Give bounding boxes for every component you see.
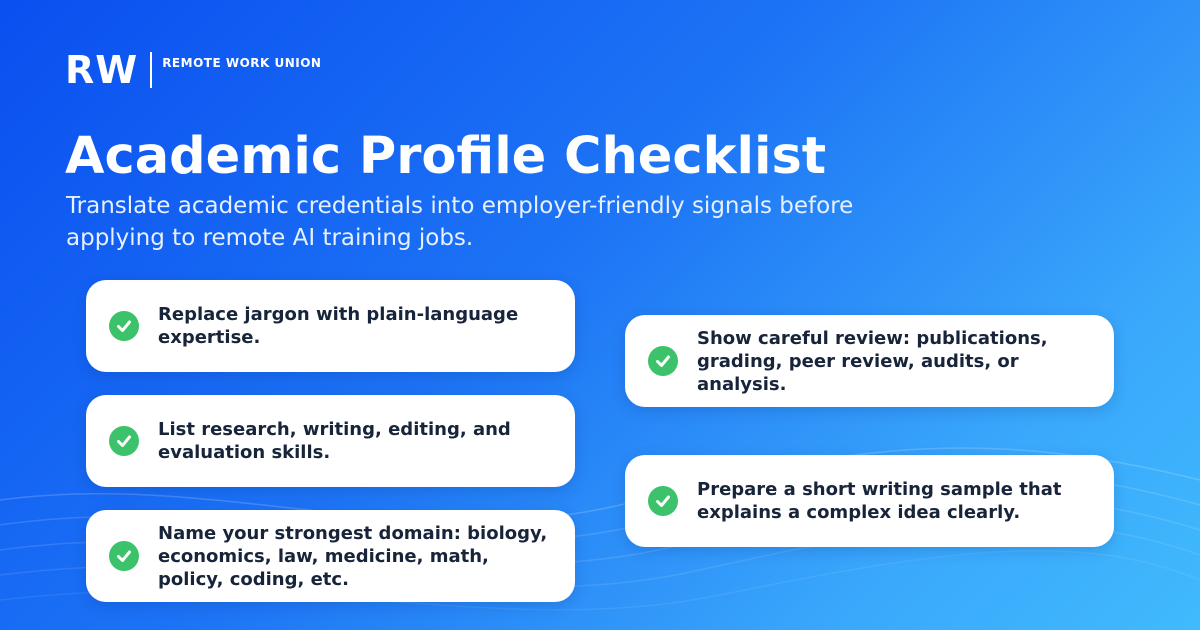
checklist-item-text: Prepare a short writing sample that explains a complex idea clearly.	[697, 479, 1062, 523]
check-circle-icon	[109, 311, 139, 341]
brand-header	[65, 50, 321, 90]
checklist-item	[625, 315, 1114, 407]
check-circle-icon	[109, 541, 139, 571]
checklist-item-text: List research, writing, editing, and evaluation skills.	[158, 419, 511, 463]
check-circle-icon	[648, 346, 678, 376]
brand-logo: RW	[65, 48, 139, 92]
checklist-item-text: Show careful review: publications, grading, peer review, audits, or analysis.	[697, 327, 1048, 395]
checklist-item	[86, 395, 575, 487]
check-circle-icon	[109, 426, 139, 456]
checklist-item-text: Replace jargon with plain-language expertise.	[158, 304, 519, 348]
check-circle-icon	[648, 486, 678, 516]
checklist-item	[86, 510, 575, 602]
checklist-item-text: Name your strongest domain: biology, economics, law, medicine, math, policy, coding, etc.	[158, 522, 548, 590]
page-title: Academic Profile Checklist	[65, 127, 827, 186]
page-subtitle: Translate academic credentials into employer-friendly signals before applying to remote AI training jobs.	[66, 193, 854, 251]
checklist-item	[86, 280, 575, 372]
checklist-item	[625, 455, 1114, 547]
brand-org-name: REMOTE WORK UNION	[162, 56, 322, 70]
brand-divider	[150, 52, 152, 88]
